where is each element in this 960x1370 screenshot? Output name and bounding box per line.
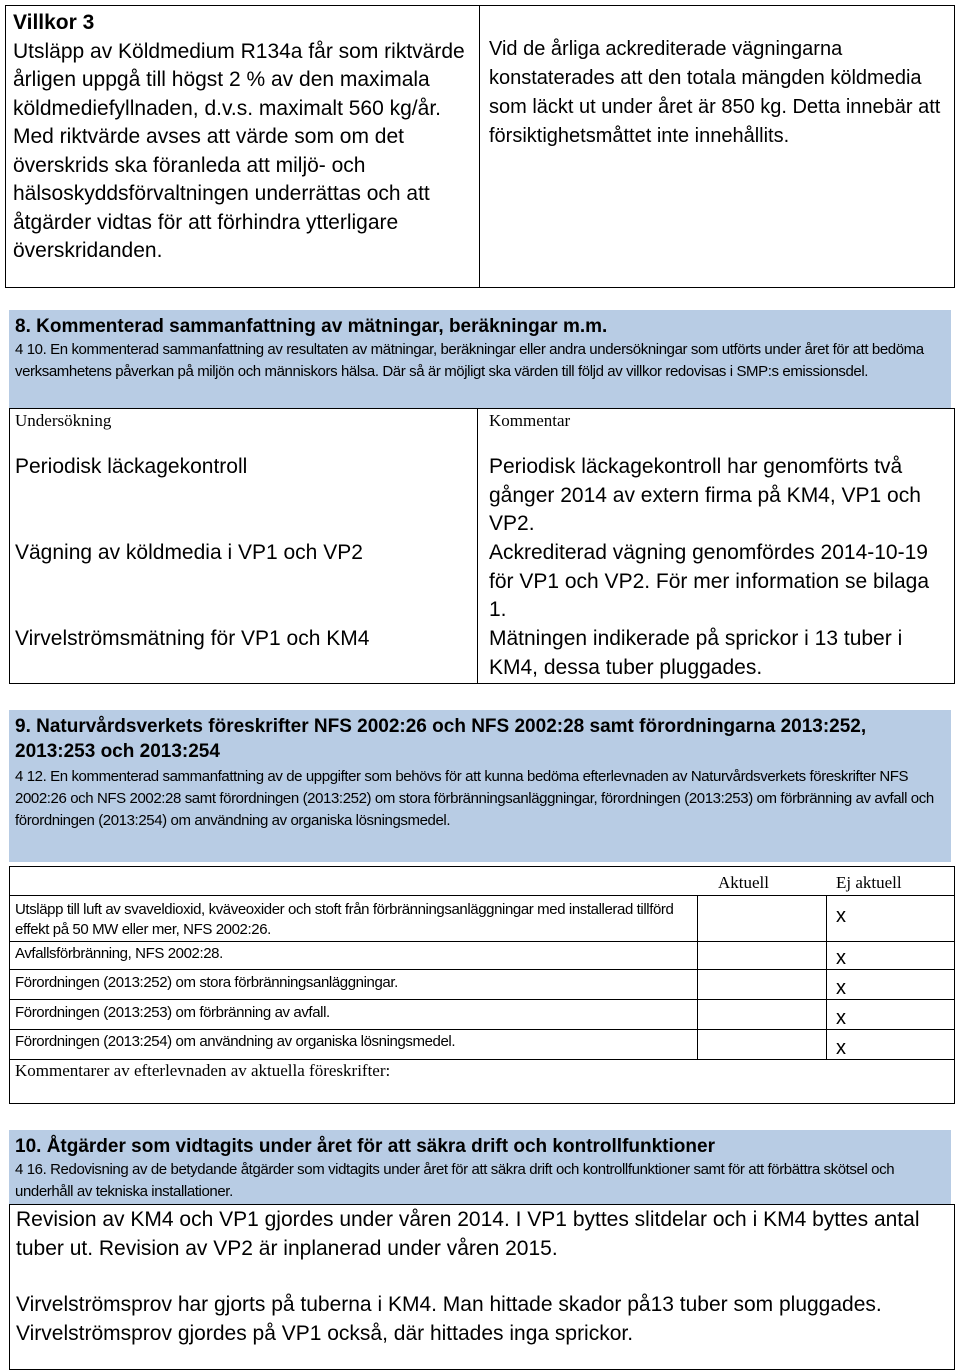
row-line bbox=[10, 941, 954, 942]
section9-header bbox=[9, 710, 951, 862]
villkor-text: Utsläpp av Köldmedium R134a får som riktvärde årligen uppgå till högst 2 % av den maximala köldmediefyllnaden, d.v.s. maximalt 560 kg/år. Med riktvärde avses att värde som om det överskrids ska föranleda att miljö- och hälsoskyddsförvaltningen underrättas och att åtgärder vidtas för att förhindra ytterligare överskridanden. bbox=[13, 39, 465, 262]
section10-title: 10. Åtgärder som vidtagits under året för att säkra drift och kontrollfunktioner bbox=[15, 1136, 715, 1157]
row-line bbox=[10, 895, 954, 896]
villkor-comment: Vid de årliga ackrediterade vägningarna konstaterades att den totala mängden köldmedia som läckt ut under året är 850 kg. Detta innebär att försiktighetsmåttet inte innehållits. bbox=[489, 38, 941, 147]
row-1-label: Utsläpp till luft av svaveldioxid, kväveoxider och stoft från förbränningsanläggningar med installerad tillförd effekt på 50 MW eller mer, NFS 2002:26. bbox=[15, 901, 674, 938]
section8-table bbox=[9, 408, 955, 684]
villkor-cell bbox=[5, 5, 480, 288]
table-row-1-undersokning: Periodisk läckagekontroll bbox=[15, 455, 248, 478]
section10-paragraph-2: Virvelströmsprov har gjorts på tuberna i KM4. Man hittade skador på13 tuber som pluggades. Virvelströmsprov gjordes på VP1 också, där hittades inga sprickor. bbox=[16, 1293, 882, 1345]
row-1-ej-aktuell: x bbox=[836, 905, 846, 927]
row-line bbox=[10, 1059, 954, 1060]
row-5-ej-aktuell: x bbox=[836, 1037, 846, 1059]
table8-divider bbox=[477, 409, 478, 683]
row-line bbox=[10, 1029, 954, 1030]
section8-text: 4 10. En kommenterad sammanfattning av resultaten av mätningar, beräkningar eller andra undersökningar som utförts under året för att bedöma verksamhetens påverkan på miljön och människors hälsa. Där så är möjligt ska värden till följd av villkor redovisas i SMP:s emissionsdel. bbox=[15, 341, 924, 380]
row-2-label: Avfallsförbränning, NFS 2002:28. bbox=[15, 945, 223, 962]
villkor-comment-cell bbox=[480, 5, 955, 288]
row-4-label: Förordningen (2013:253) om förbränning av avfall. bbox=[15, 1004, 330, 1021]
section10-paragraph-1: Revision av KM4 och VP1 gjordes under våren 2014. I VP1 byttes slitdelar och i KM4 byttes antal tuber ut. Revision av VP2 är inplanerad under våren 2015. bbox=[16, 1208, 920, 1260]
table-row-1-kommentar: Periodisk läckagekontroll har genomförts två gånger 2014 av extern firma på KM4, VP1 och VP2. bbox=[489, 455, 921, 535]
row-4-ej-aktuell: x bbox=[836, 1007, 846, 1029]
row-line bbox=[10, 969, 954, 970]
row-5-label: Förordningen (2013:254) om användning av organiska lösningsmedel. bbox=[15, 1033, 456, 1050]
table-row-2-undersokning: Vägning av köldmedia i VP1 och VP2 bbox=[15, 541, 363, 564]
col-kommentar: Kommentar bbox=[489, 411, 571, 430]
section10-header bbox=[9, 1130, 951, 1204]
section10-box bbox=[9, 1204, 955, 1370]
section9-title: 9. Naturvårdsverkets föreskrifter NFS 2002:26 och NFS 2002:28 samt förordningarna 2013:252, 2013:253 och 2013:254 bbox=[15, 716, 867, 762]
table-row-2-kommentar: Ackrediterad vägning genomfördes 2014-10-19 för VP1 och VP2. För mer information se bilaga 1. bbox=[489, 541, 930, 621]
villkor-title: Villkor 3 bbox=[13, 11, 95, 34]
col-aktuell: Aktuell bbox=[718, 873, 769, 892]
table-row-3-undersokning: Virvelströmsmätning för VP1 och KM4 bbox=[15, 627, 370, 650]
table-row-3-kommentar: Mätningen indikerade på sprickor i 13 tuber i KM4, dessa tuber pluggades. bbox=[489, 627, 903, 679]
section9-text: 4 12. En kommenterad sammanfattning av de uppgifter som behövs för att kunna bedöma efterlevnaden av Naturvårdsverkets föreskrifter NFS 2002:26 och NFS 2002:28 samt förordningen (2013:252) om stora förbränningsanläggningar, förordningen (2013:253) om förbränning av avfall och förordningen (2013:254) om användning av organiska lösningsmedel. bbox=[15, 768, 934, 829]
comments-label: Kommentarer av efterlevnaden av aktuella föreskrifter: bbox=[15, 1061, 391, 1080]
section8-title: 8. Kommenterad sammanfattning av mätningar, beräkningar m.m. bbox=[15, 316, 608, 337]
section9-table bbox=[9, 866, 955, 1104]
section10-text: 4 16. Redovisning av de betydande åtgärder som vidtagits under året för att säkra drift och kontrollfunktioner samt för att förbättra skötsel och underhåll av tekniska installationer. bbox=[15, 1161, 895, 1200]
col-line bbox=[697, 895, 698, 1059]
row-3-ej-aktuell: x bbox=[836, 977, 846, 999]
row-line bbox=[10, 999, 954, 1000]
col-ej-aktuell: Ej aktuell bbox=[836, 873, 902, 892]
row-3-label: Förordningen (2013:252) om stora förbränningsanläggningar. bbox=[15, 974, 398, 991]
section8-header bbox=[9, 310, 951, 408]
row-2-ej-aktuell: x bbox=[836, 947, 846, 969]
col-line bbox=[826, 895, 827, 1059]
col-undersokning: Undersökning bbox=[15, 411, 112, 430]
